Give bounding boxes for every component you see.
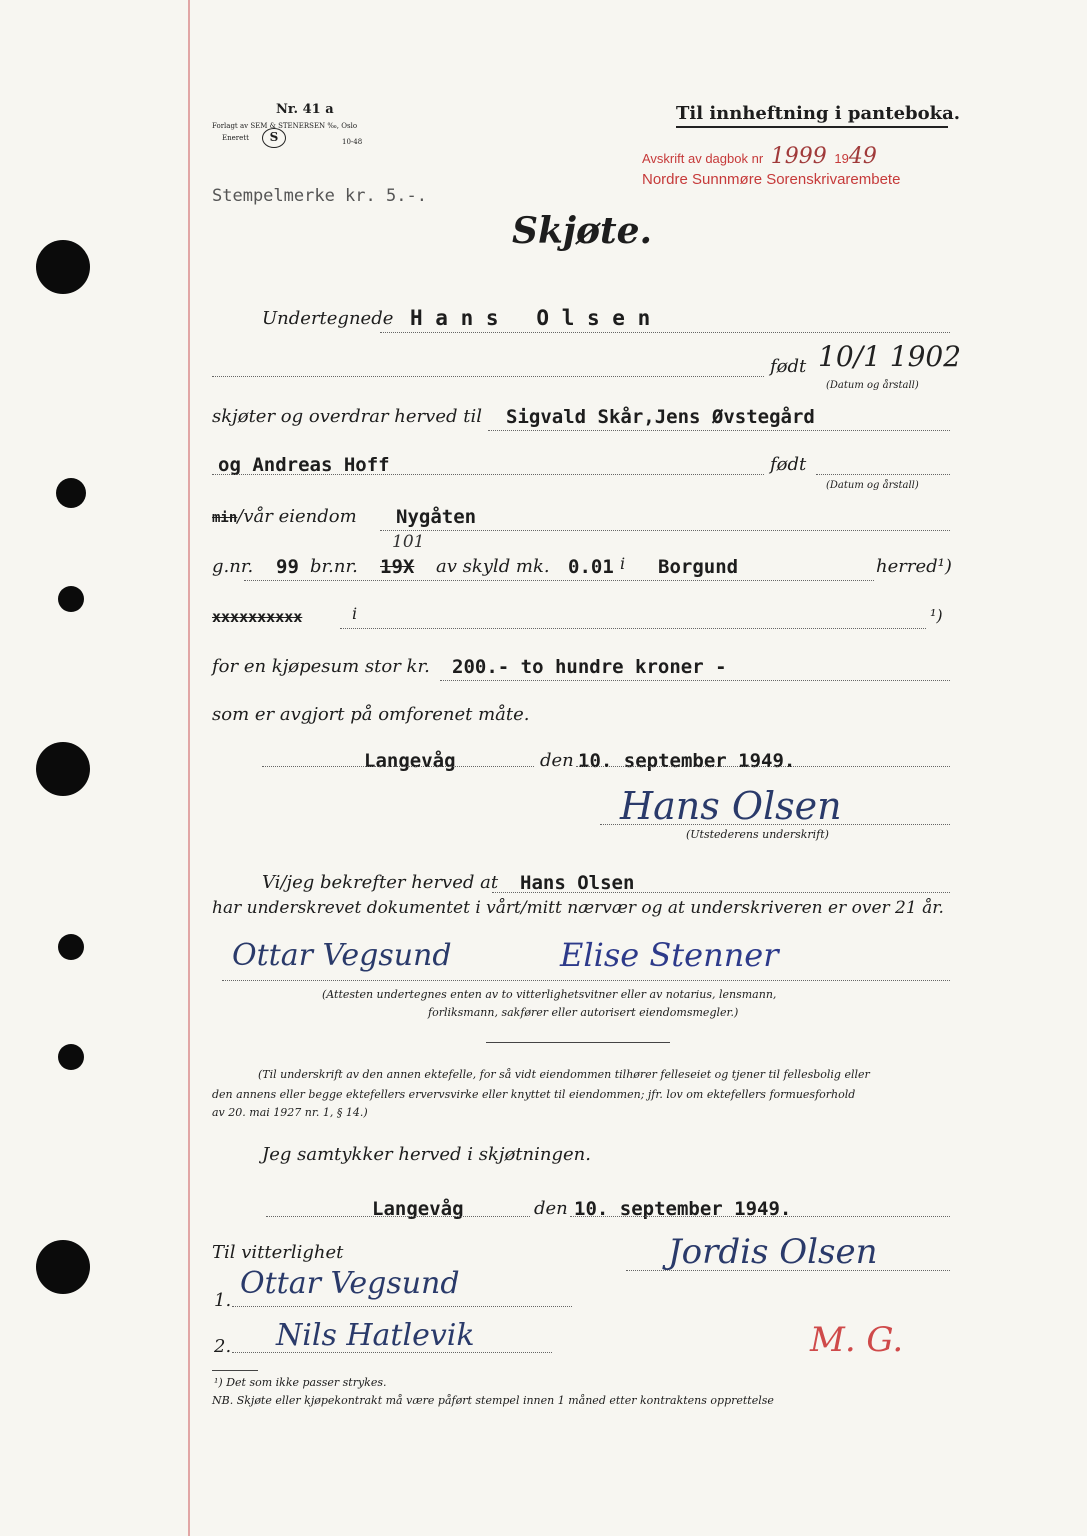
dotted-line [232,1352,552,1353]
spouse-note-2: den annens eller begge ektefellers ervervsvirke eller knyttet til eiendommen; jfr. lov om ektefellers formuesforhold [212,1088,856,1101]
dotted-line [262,766,534,767]
publisher-code: 10-48 [342,138,363,146]
dotted-line [244,580,874,581]
spouse-note-1: (Til underskrift av den annen ektefelle, for så vidt eiendommen tilhører felleseiet og tjener til fellesbolig eller [258,1068,870,1081]
spouse-signature: Jordis Olsen [668,1232,878,1272]
born-label: født [770,356,807,377]
dotted-line [380,530,950,531]
publisher-enerett: Enerett [222,134,249,142]
witness-1-number: 1. [214,1290,232,1311]
dotted-line [212,474,764,475]
attest-note-1: (Attesten undertegnes enten av to vitterlighetsvitner eller av notarius, lensmann, [322,988,777,1001]
stamp-year: 49 [848,144,877,169]
binder-hole [58,934,84,960]
dotted-line [440,680,950,681]
stamp-number: 1999 [770,144,827,169]
stamp-year-prefix: 19 [834,151,849,166]
witness-heading: Til vitterlighet [212,1242,344,1263]
binder-hole [36,742,90,796]
confirm-name: Hans Olsen [520,872,635,894]
separator [486,1042,670,1043]
footer-nb: NB. Skjøte eller kjøpekontrakt må være påført stempel innen 1 måned etter kontraktens opprettelse [212,1394,774,1407]
struck-prefix: min [212,510,238,526]
born-label-2: født [770,454,807,475]
binder-hole [58,1044,84,1070]
stamp-duty: Stempelmerke kr. 5.-. [212,186,427,206]
right-title-underline [676,126,948,128]
dotted-line [576,766,950,767]
witness-1-signature: Ottar Vegsund [240,1266,460,1301]
dotted-line [232,1306,572,1307]
property-name: Nygåten [396,506,477,528]
binder-hole [58,586,84,612]
spouse-note-3: av 20. mai 1927 nr. 1, § 14.) [212,1106,368,1119]
footer-footnote: ¹) Det som ikke passer strykes. [214,1376,387,1389]
confirm-text: har underskrevet dokumentet i vårt/mitt nærvær og at underskriveren er over 21 år. [212,898,944,918]
herred-label: herred¹) [876,556,952,577]
stamp-prefix: Avskrift av dagbok nr [642,151,764,166]
undersigned-label: Undertegnede [262,308,394,329]
date-value: 10. september 1949. [578,750,796,772]
initials: M. G. [810,1320,904,1360]
date-hint-2: (Datum og årstall) [826,480,919,491]
footer-rule [212,1370,258,1371]
document-title: Skjøte. [512,210,653,252]
property-label: /vår eiendom [237,506,357,527]
witness-2-number: 2. [214,1336,232,1357]
date-value-2: 10. september 1949. [574,1198,792,1220]
dotted-line [816,474,950,475]
gnr-label: g.nr. [212,556,254,577]
issuer-signature: Hans Olsen [620,784,842,828]
attest-note-2: forliksmann, sakfører eller autorisert eiendomsmegler.) [428,1006,739,1019]
witness-signature-2: Elise Stenner [560,936,779,974]
dotted-line [600,824,950,825]
binder-hole [36,1240,90,1294]
confirm-label: Vi/jeg bekrefter herved at [262,872,499,893]
place: Langevåg [364,750,456,772]
publisher-line: Forlagt av SEM & STENERSEN ‰, Oslo [212,122,358,130]
dotted-line [488,430,950,431]
i-label: i [620,554,626,573]
binder-hole [36,240,90,294]
price-label: for en kjøpesum stor kr. [212,656,430,677]
consent-text: Jeg samtykker herved i skjøtningen. [262,1144,591,1165]
property-line [212,506,357,527]
date-label: den [540,750,574,771]
skyld-value: 0.01 [568,556,614,578]
right-title: Til innheftning i panteboka. [676,103,961,124]
born-date: 10/1 1902 [818,340,962,373]
dotted-line [570,1216,950,1217]
place-2: Langevåg [372,1198,464,1220]
settled-text: som er avgjort på omforenet måte. [212,704,530,725]
price-value: 200.- to hundre kroner - [452,656,727,678]
struck-line: xxxxxxxxxx [212,608,303,626]
witness-signature-1: Ottar Vegsund [232,938,452,973]
gnr-value: 99 [276,556,299,578]
witness-2-signature: Nils Hatlevik [276,1318,475,1353]
date-hint: (Datum og årstall) [826,380,919,391]
margin-line [188,0,190,1536]
i-label-2: i [352,604,358,623]
archive-stamp-line1 [642,144,877,169]
date-label-2: den [534,1198,568,1219]
dotted-line [222,980,950,981]
archive-stamp-line2: Nordre Sunnmøre Sorenskrivarembete [642,171,901,188]
transfer-names-1: Sigvald Skår,Jens Øvstegård [506,406,815,428]
bnr-struck: 19X [380,556,415,578]
bnr-label: br.nr. [310,556,358,577]
dotted-line [626,1270,950,1271]
dotted-line [492,892,950,893]
dotted-line [266,1216,530,1217]
dotted-line [340,628,926,629]
bnr-handwritten: 101 [392,532,425,552]
form-number: Nr. 41 a [276,102,334,117]
dotted-line [380,332,950,333]
transfer-label: skjøter og overdrar herved til [212,406,482,427]
municipality: Borgund [658,556,739,578]
footnote-mark: ¹) [930,606,943,625]
transfer-names-2: og Andreas Hoff [218,454,390,476]
issuer-caption: (Utstederens underskrift) [686,828,829,841]
binder-hole [56,478,86,508]
publisher-logo: S [262,128,286,148]
undersigned-name: H a n s O l s e n [410,306,651,330]
dotted-line [212,376,764,377]
skyld-label: av skyld mk. [436,556,550,577]
